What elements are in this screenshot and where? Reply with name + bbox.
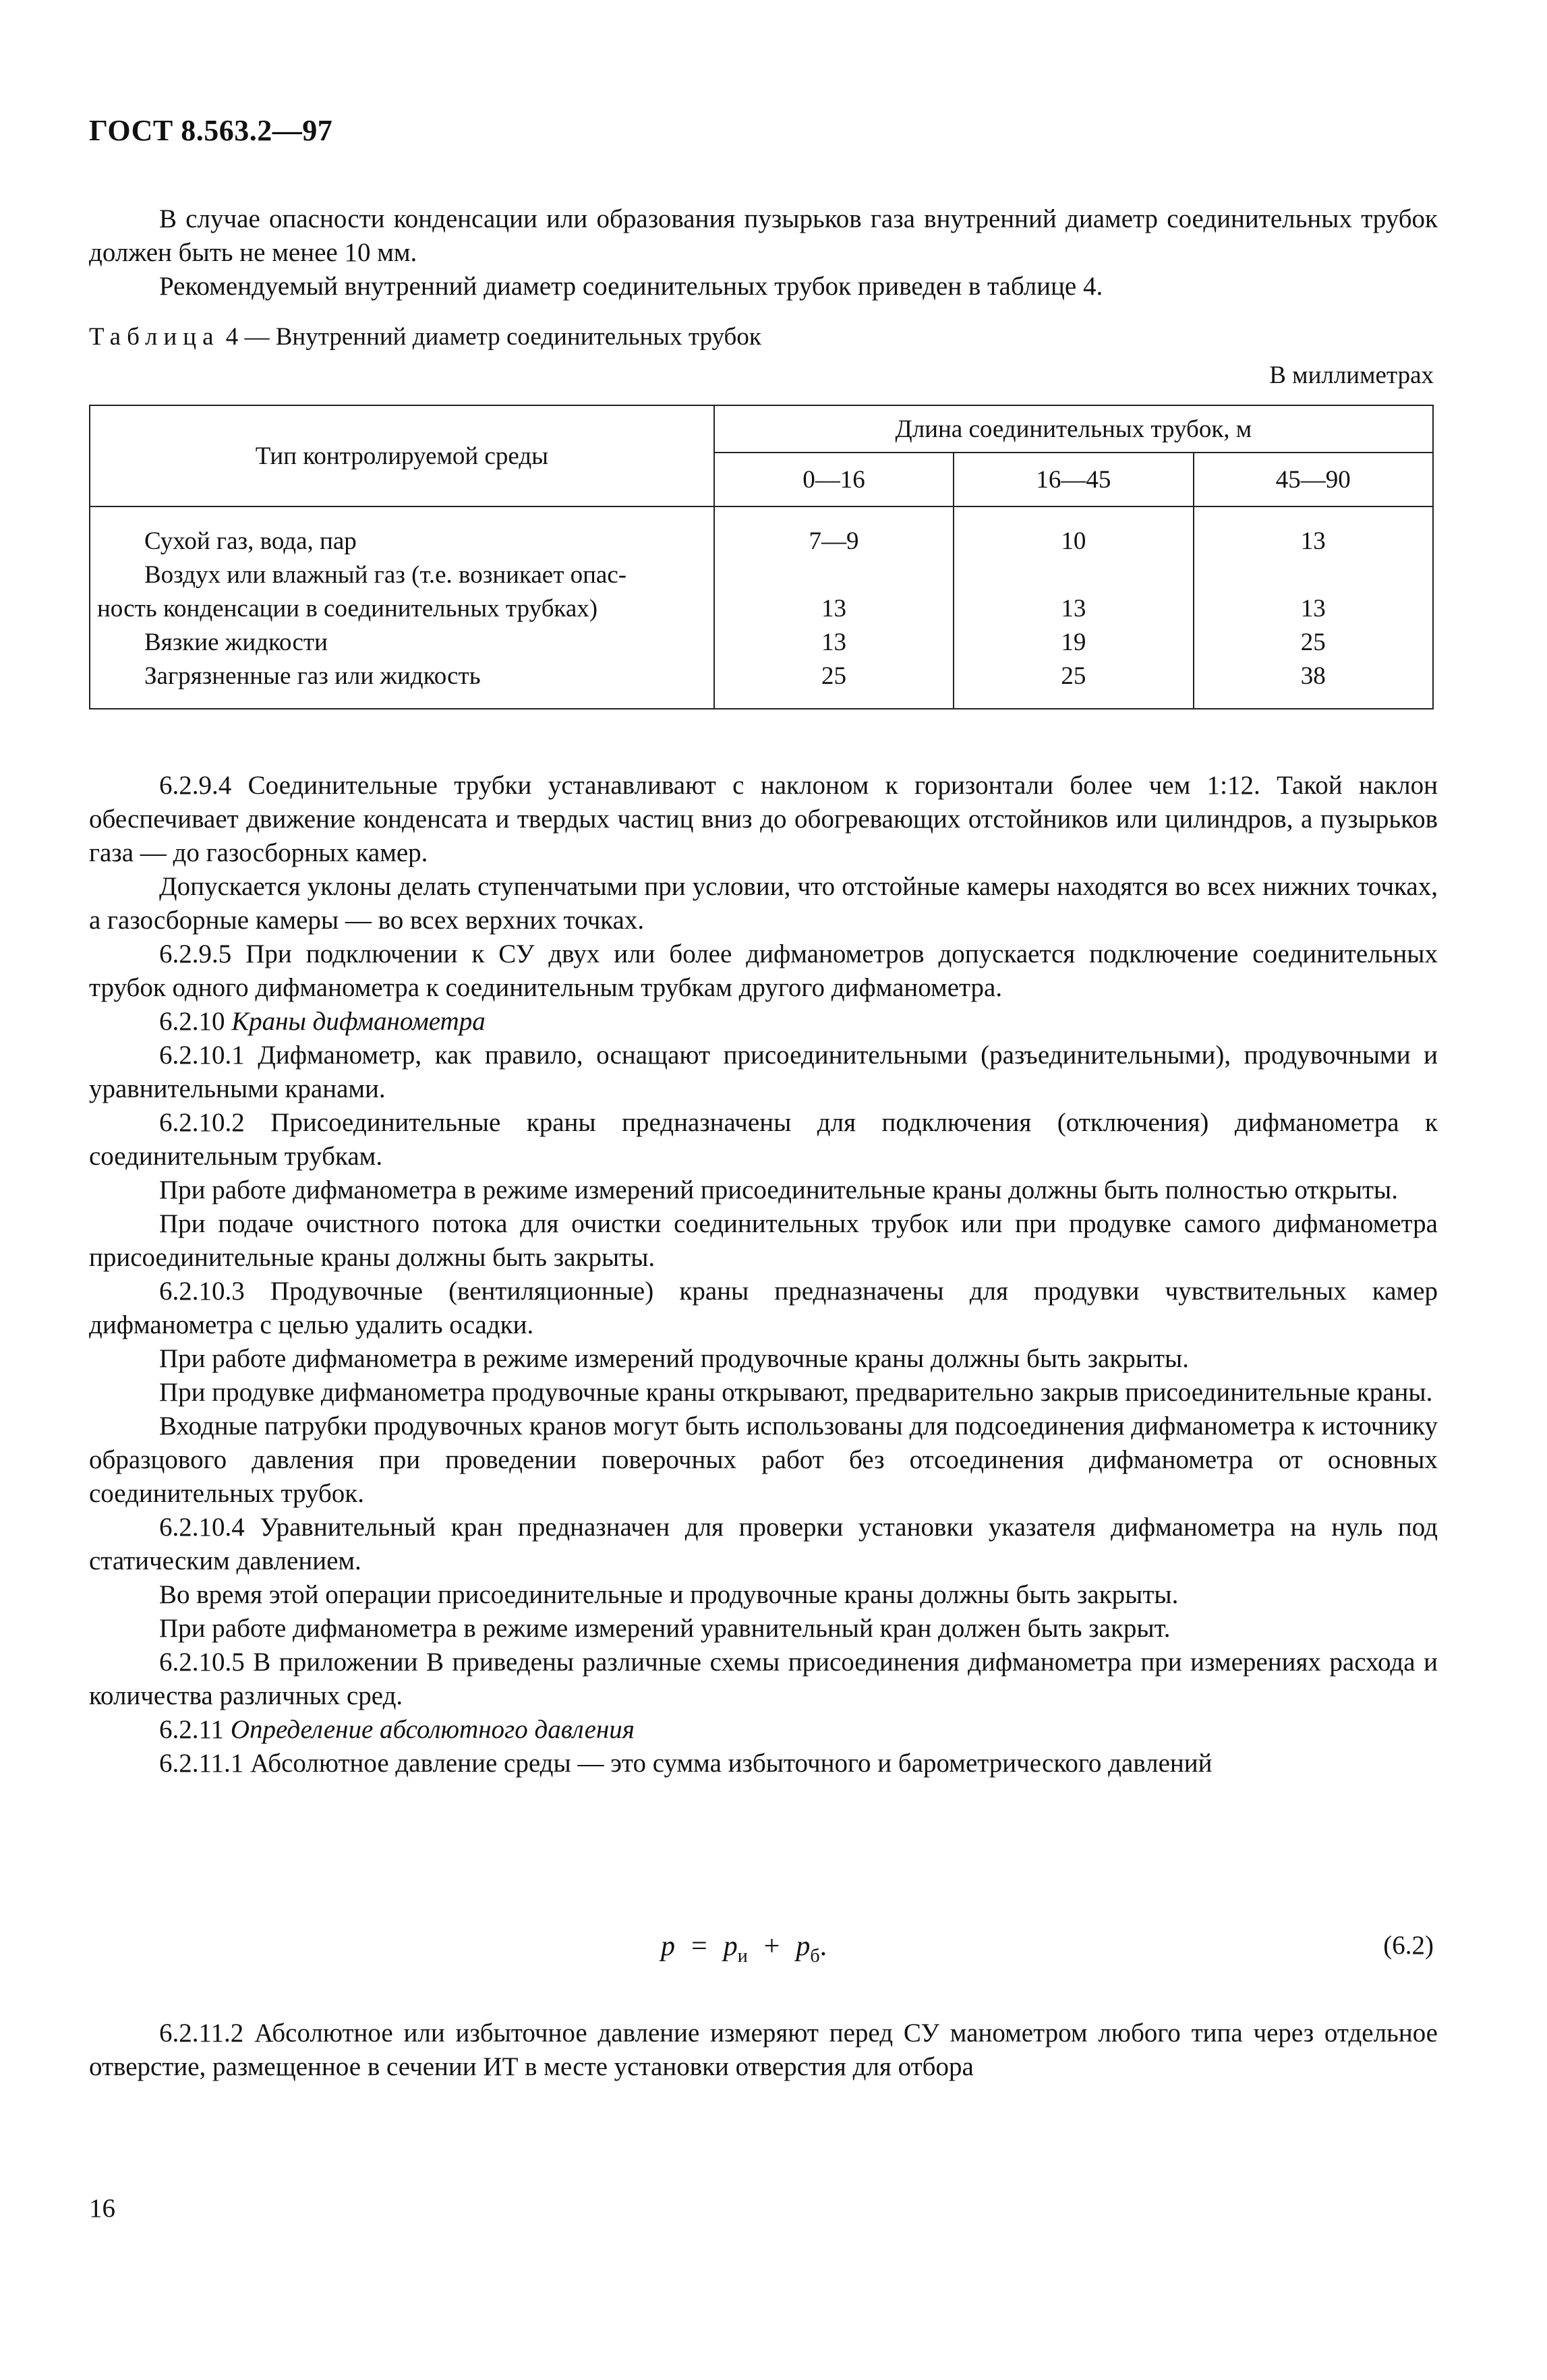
medium-type: Загрязненные газ или жидкость	[144, 662, 481, 690]
table-caption-text: 4 — Внутренний диаметр соединительных трубок	[225, 323, 761, 351]
paragraph: 6.2.10.3 Продувочные (вентиляционные) краны предназначены для продувки чувствительных камер дифманометра с целью удалить осадки.	[89, 1277, 1438, 1339]
table-caption	[89, 322, 761, 351]
formula-lhs: p	[661, 1931, 675, 1962]
paragraph: При продувке дифманометра продувочные краны открывают, предварительно закрыв присоединительные краны.	[159, 1378, 1433, 1407]
paragraph: 6.2.10.2 Присоединительные краны предназначены для подключения (отключения) дифманометра к соединительным трубкам.	[89, 1108, 1438, 1171]
values-col-0-16	[714, 506, 954, 709]
table-cell: 10	[1061, 527, 1086, 555]
paragraph: При работе дифманометра в режиме измерений присоединительные краны должны быть полностью открыты.	[159, 1176, 1398, 1204]
section-heading-6-2-11	[89, 1713, 1438, 1747]
document-header: ГОСТ 8.563.2—97	[89, 114, 333, 147]
section-title: Краны дифманометра	[231, 1007, 486, 1036]
table-4	[89, 405, 1434, 709]
formula-term: p	[796, 1931, 811, 1962]
paragraph: 6.2.10.1 Дифманометр, как правило, оснащают присоединительными (разъединительными), продувочными и уравнительными кранами.	[89, 1041, 1438, 1103]
formula-subscript: б	[810, 1946, 820, 1967]
section-title: Определение абсолютного давления	[230, 1715, 635, 1744]
medium-type: Сухой газ, вода, пар	[144, 527, 357, 555]
table-cell: 25	[1061, 662, 1086, 690]
paragraph: 6.2.11.1 Абсолютное давление среды — это сумма избыточного и барометрического давлений	[159, 1749, 1213, 1778]
table-cell: 7—9	[809, 527, 859, 555]
page-number: 16	[89, 2194, 115, 2223]
section-heading-6-2-10	[89, 1005, 1438, 1039]
medium-types-cell	[90, 506, 714, 709]
table-cell: 25	[821, 662, 846, 690]
formula-equals: =	[691, 1931, 707, 1962]
paragraph: В случае опасности конденсации или образования пузырьков газа внутренний диаметр соединительных трубок должен быть не менее 10 мм.	[89, 204, 1438, 267]
paragraph: При подаче очистного потока для очистки соединительных трубок или при продувке самого дифманометра присоединительные краны должны быть закрыты.	[89, 1209, 1438, 1272]
medium-type: Воздух или влажный газ (т.е. возникает опас-	[144, 561, 627, 589]
col-subheader: 16—45	[954, 453, 1193, 506]
paragraph: 6.2.9.4 Соединительные трубки устанавливают с наклоном к горизонтали более чем 1:12. Такой наклон обеспечивает движение конденсата и твердых частиц вниз до обогревающих отстойников или цилиндров, а пузырьков газа — до газосборных камер.	[89, 771, 1438, 867]
col-subheader: 45—90	[1194, 453, 1433, 506]
table-cell: 38	[1300, 662, 1326, 690]
values-col-16-45	[954, 506, 1193, 709]
formula-term: p	[723, 1931, 738, 1962]
intro-block	[89, 202, 1438, 303]
table-cell: 13	[1300, 527, 1326, 555]
formula-plus: +	[763, 1931, 780, 1962]
paragraph: Во время этой операции присоединительные и продувочные краны должны быть закрыты.	[159, 1580, 1179, 1609]
paragraph: 6.2.10.5 В приложении В приведены различные схемы присоединения дифманометра при измерениях расхода и количества различных сред.	[89, 1648, 1438, 1710]
formula-subscript: и	[737, 1946, 748, 1967]
col-header-type: Тип контролируемой среды	[90, 405, 714, 506]
medium-type-continued: ность конденсации в соединительных трубках)	[97, 595, 598, 622]
table-units: В миллиметрах	[1269, 361, 1434, 389]
paragraph: При работе дифманометра в режиме измерений продувочные краны должны быть закрыты.	[159, 1344, 1189, 1373]
formula-6-2	[661, 1930, 827, 1967]
body-text-end	[89, 2016, 1438, 2084]
paragraph: Входные патрубки продувочных кранов могут быть использованы для подсоединения дифманометра к источнику образцового давления при проведении поверочных работ без отсоединения дифманометра от основных соединительных трубок.	[89, 1412, 1438, 1508]
formula-period: .	[819, 1931, 827, 1962]
table-body-row	[90, 506, 1433, 709]
body-text	[89, 769, 1438, 1780]
table-caption-label: Таблица	[89, 323, 220, 351]
table-cell: 19	[1061, 629, 1086, 656]
paragraph: 6.2.11.2 Абсолютное или избыточное давление измеряют перед СУ манометром любого типа через отдельное отверстие, размещенное в сечении ИТ в месте установки отверстия для отбора	[89, 2019, 1438, 2081]
paragraph: Допускается уклоны делать ступенчатыми при условии, что отстойные камеры находятся во всех нижних точках, а газосборные камеры — во всех верхних точках.	[89, 872, 1438, 935]
section-number: 6.2.10	[159, 1007, 225, 1036]
table-cell: 25	[1300, 629, 1326, 656]
table-cell: 13	[821, 595, 846, 622]
paragraph: При работе дифманометра в режиме измерений уравнительный кран должен быть закрыт.	[159, 1614, 1171, 1643]
table-cell: 13	[1061, 595, 1086, 622]
medium-type: Вязкие жидкости	[144, 629, 328, 656]
section-number: 6.2.11	[159, 1715, 225, 1744]
table-cell: 13	[1300, 595, 1326, 622]
paragraph: 6.2.10.4 Уравнительный кран предназначен для проверки установки указателя дифманометра на нуль под статическим давлением.	[89, 1513, 1438, 1575]
col-subheader: 0—16	[714, 453, 954, 506]
values-col-45-90	[1194, 506, 1433, 709]
col-header-length: Длина соединительных трубок, м	[714, 405, 1433, 453]
equation-number: (6.2)	[1383, 1931, 1434, 1960]
table-cell: 13	[821, 629, 846, 656]
paragraph: 6.2.9.5 При подключении к СУ двух или более дифманометров допускается подключение соединительных трубок одного дифманометра к соединительным трубкам другого дифманометра.	[89, 939, 1438, 1002]
paragraph: Рекомендуемый внутренний диаметр соединительных трубок приведен в таблице 4.	[159, 272, 1103, 301]
